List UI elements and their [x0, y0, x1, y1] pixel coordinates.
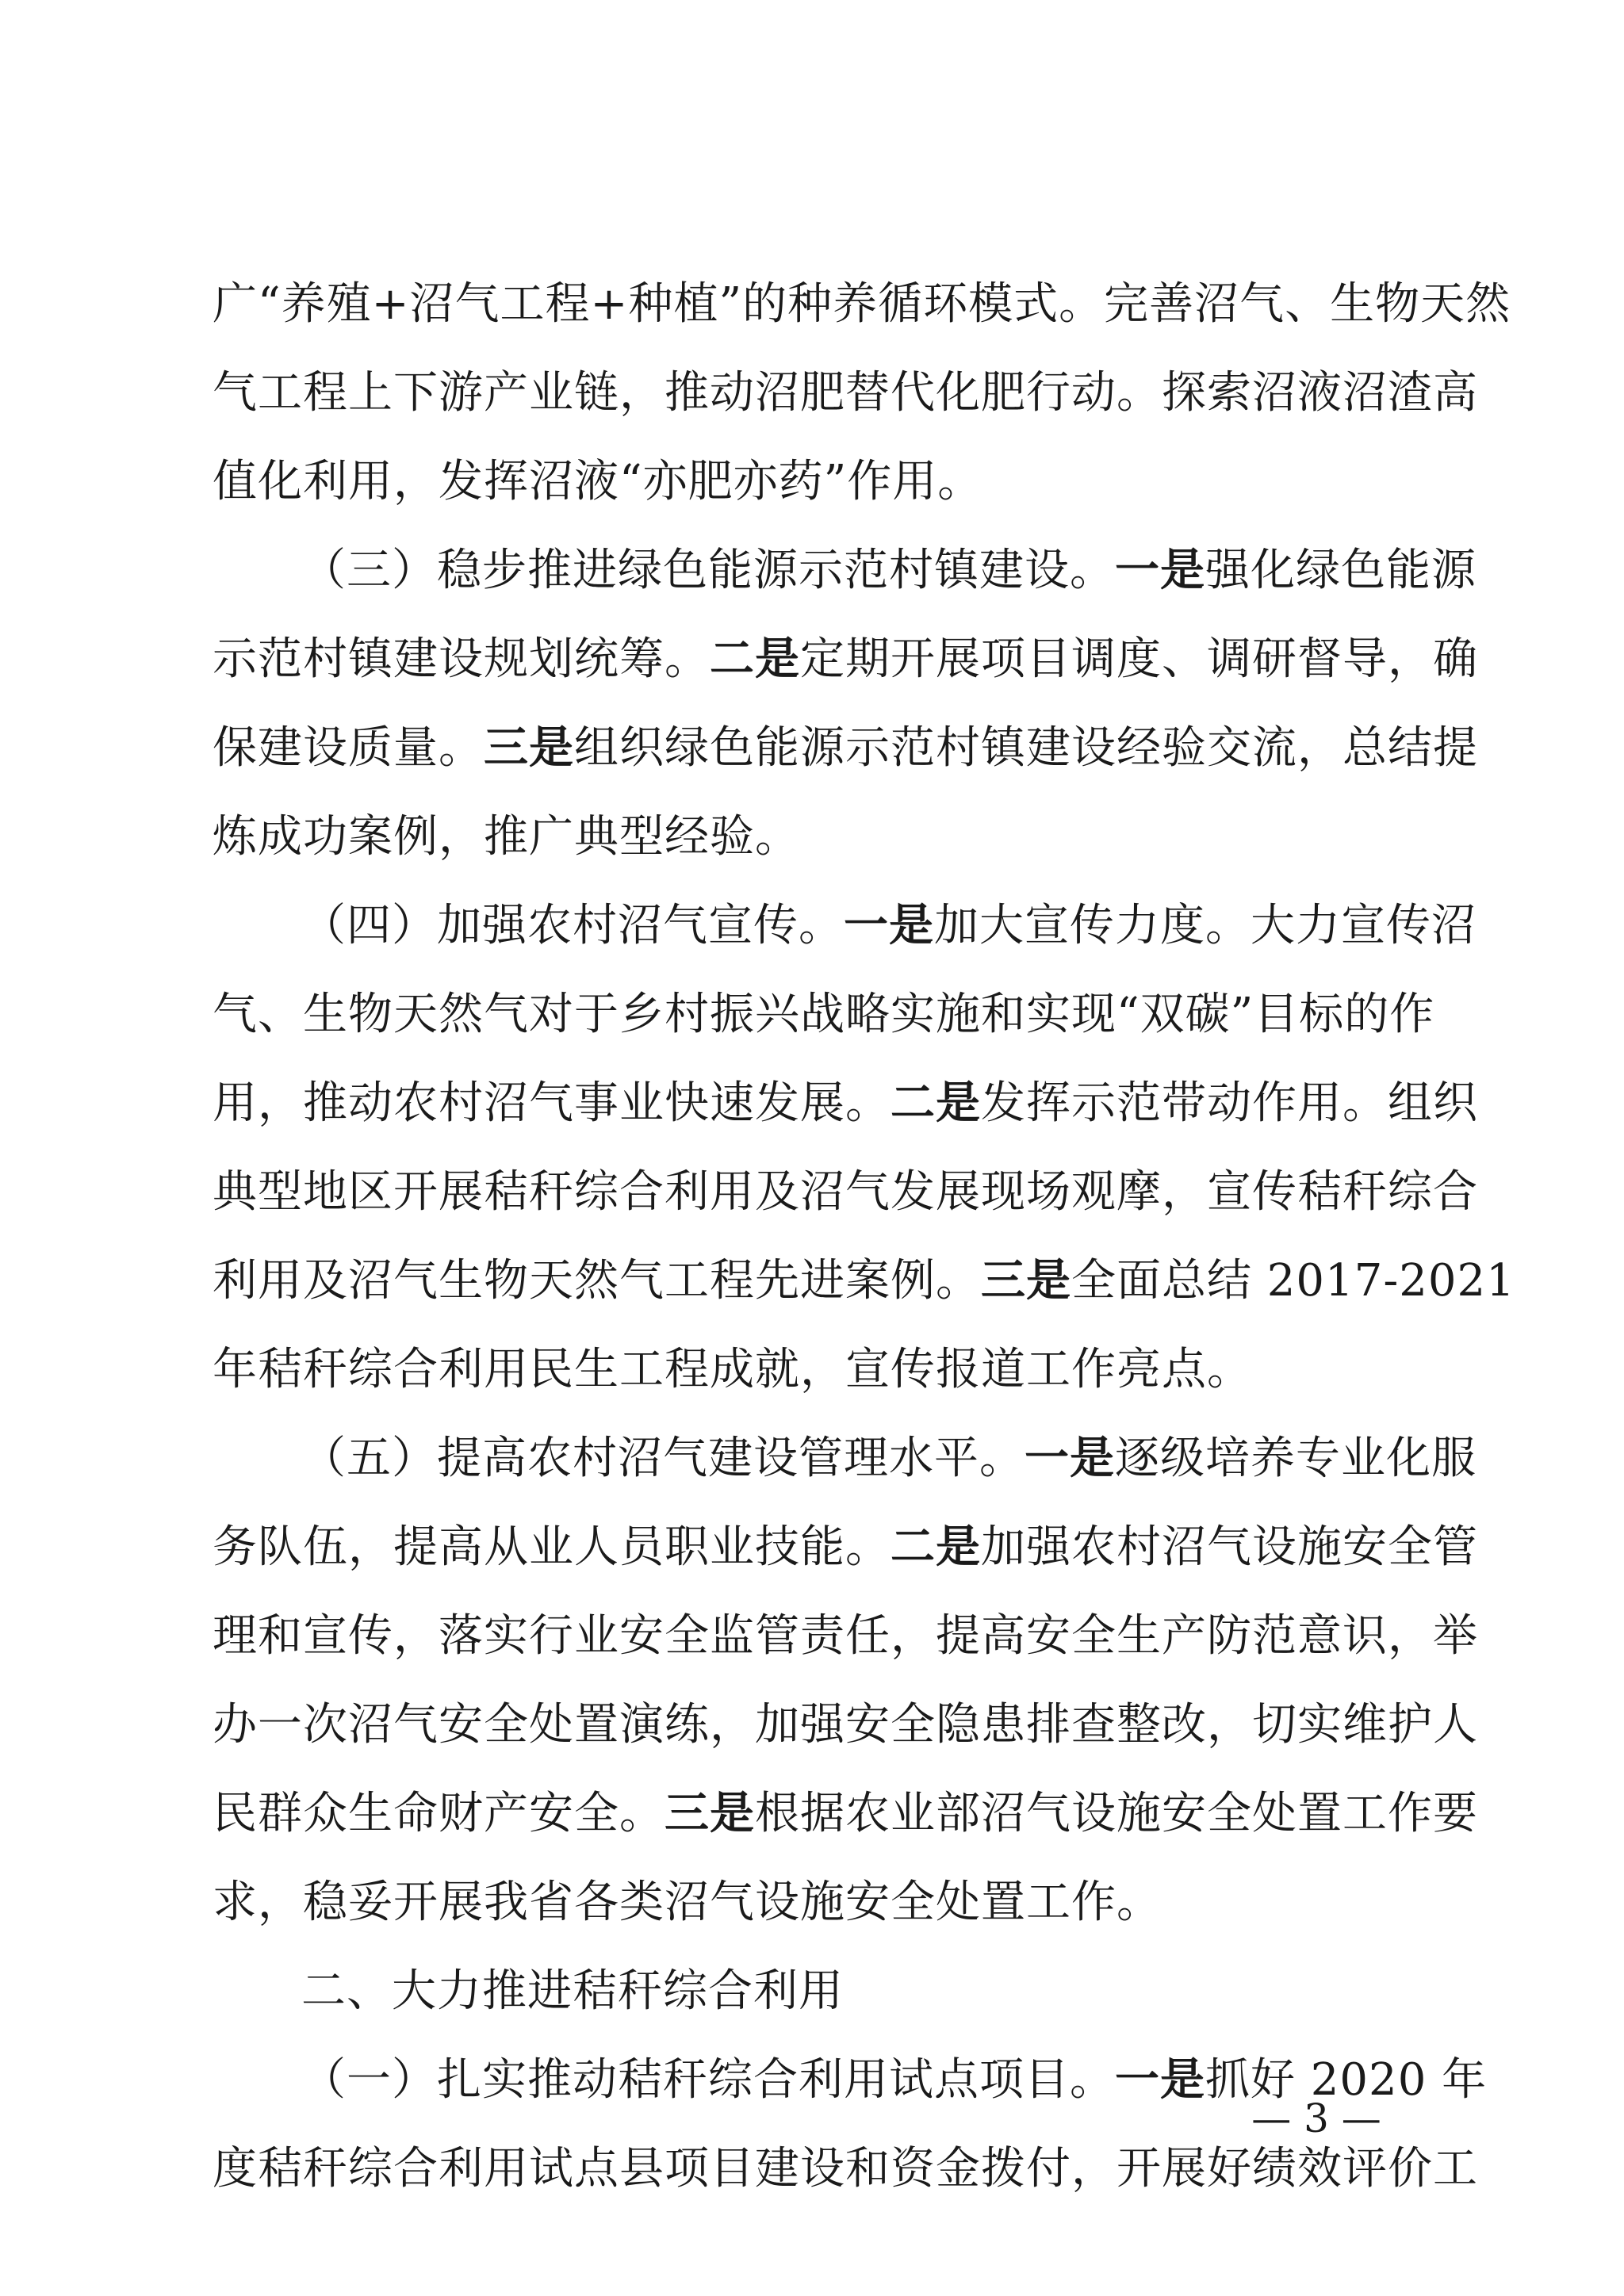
text-run: 求，稳妥开展我省各类沼气设施安全处置工作。: [213, 1877, 1162, 1928]
text-run: 保建设质量。: [213, 722, 484, 774]
section-heading-line: [213, 526, 1477, 615]
text-line: [213, 793, 1418, 882]
text-run: 示范村镇建设规划统筹。: [213, 633, 710, 685]
text-run: 办一次沼气安全处置演练，加强安全隐患排查整改，切实维护人: [213, 1699, 1478, 1751]
text-run: 典型地区开展秸秆综合利用及沼气发展现场观摩，宣传秸秆综合: [213, 1166, 1478, 1218]
text-line: [213, 1770, 1478, 1858]
chapter-heading-line: [213, 1947, 1418, 2036]
text-run: 发挥示范带动作用。组织: [981, 1077, 1478, 1129]
text-run: 抓好 2020 年: [1205, 2054, 1488, 2106]
text-run: 二、大力推进秸秆综合利用: [301, 1965, 844, 2017]
text-run: 度秸秆综合利用试点县项目建设和资金拨付，开展好绩效评价工: [213, 2143, 1478, 2195]
text-run: （一）扎实推动秸秆综合利用试点项目。: [301, 2054, 1115, 2106]
text-run: 民群众生命财产安全。: [213, 1788, 665, 1839]
text-line: [213, 1326, 1418, 1414]
section-heading-line: [213, 1414, 1477, 1503]
text-run: 组织绿色能源示范村镇建设经验交流，总结提: [574, 722, 1478, 774]
bold-marker: 二是: [710, 633, 800, 685]
bold-marker: 二是: [891, 1077, 981, 1129]
text-line: [213, 615, 1478, 704]
text-line: [213, 260, 1511, 349]
page-number: — 3 —: [1251, 2095, 1381, 2141]
bold-marker: 三是: [665, 1788, 755, 1839]
text-run: 全面总结 2017-2021: [1071, 1255, 1515, 1307]
text-line: [213, 704, 1478, 793]
text-run: 根据农业部沼气设施安全处置工作要: [755, 1788, 1478, 1839]
text-run: 炼成功案例，推广典型经验。: [213, 811, 800, 863]
bold-marker: 一是: [1025, 1433, 1115, 1484]
bold-marker: 一是: [1115, 545, 1205, 596]
text-line: [213, 970, 1435, 1059]
bold-marker: 一是: [1115, 2054, 1205, 2106]
text-line: [213, 438, 1418, 526]
bold-marker: 二是: [891, 1521, 981, 1573]
text-line: [213, 349, 1478, 438]
text-run: （五）提高农村沼气建设管理水平。: [301, 1433, 1025, 1484]
text-run: 定期开展项目调度、调研督导，确: [800, 633, 1478, 685]
text-run: 强化绿色能源: [1205, 545, 1477, 596]
text-run: 务队伍，提高从业人员职业技能。: [213, 1521, 891, 1573]
text-line: [213, 1858, 1418, 1947]
bold-marker: 一是: [844, 900, 934, 951]
text-run: 气、生物天然气对于乡村振兴战略实施和实现“双碳”目标的作: [213, 989, 1435, 1040]
text-run: （四）加强农村沼气宣传。: [301, 900, 844, 951]
text-run: 加强农村沼气设施安全管: [981, 1521, 1478, 1573]
text-run: 利用及沼气生物天然气工程先进案例。: [213, 1255, 981, 1307]
text-run: 逐级培养专业化服: [1115, 1433, 1477, 1484]
text-line: [213, 1059, 1478, 1148]
section-heading-line: [213, 882, 1477, 970]
text-run: 年秸秆综合利用民生工程成就，宣传报道工作亮点。: [213, 1344, 1252, 1395]
text-run: 广“养殖+沼气工程+种植”的种养循环模式。完善沼气、生物天然: [213, 278, 1511, 330]
text-line: [213, 1681, 1478, 1770]
text-run: 气工程上下游产业链，推动沼肥替代化肥行动。探索沼液沼渣高: [213, 367, 1478, 419]
text-run: 理和宣传，落实行业安全监管责任，提高安全生产防范意识，举: [213, 1610, 1478, 1662]
text-run: 加大宣传力度。大力宣传沼: [934, 900, 1477, 951]
text-line: [213, 1237, 1515, 1326]
body-text: [213, 260, 1515, 2214]
text-line: [213, 1592, 1478, 1681]
text-line: [213, 1148, 1478, 1237]
text-run: （三）稳步推进绿色能源示范村镇建设。: [301, 545, 1115, 596]
text-line: [213, 1503, 1478, 1592]
bold-marker: 三是: [484, 722, 574, 774]
bold-marker: 三是: [981, 1255, 1071, 1307]
text-run: 值化利用，发挥沼液“亦肥亦药”作用。: [213, 456, 983, 507]
text-run: 用，推动农村沼气事业快速发展。: [213, 1077, 891, 1129]
